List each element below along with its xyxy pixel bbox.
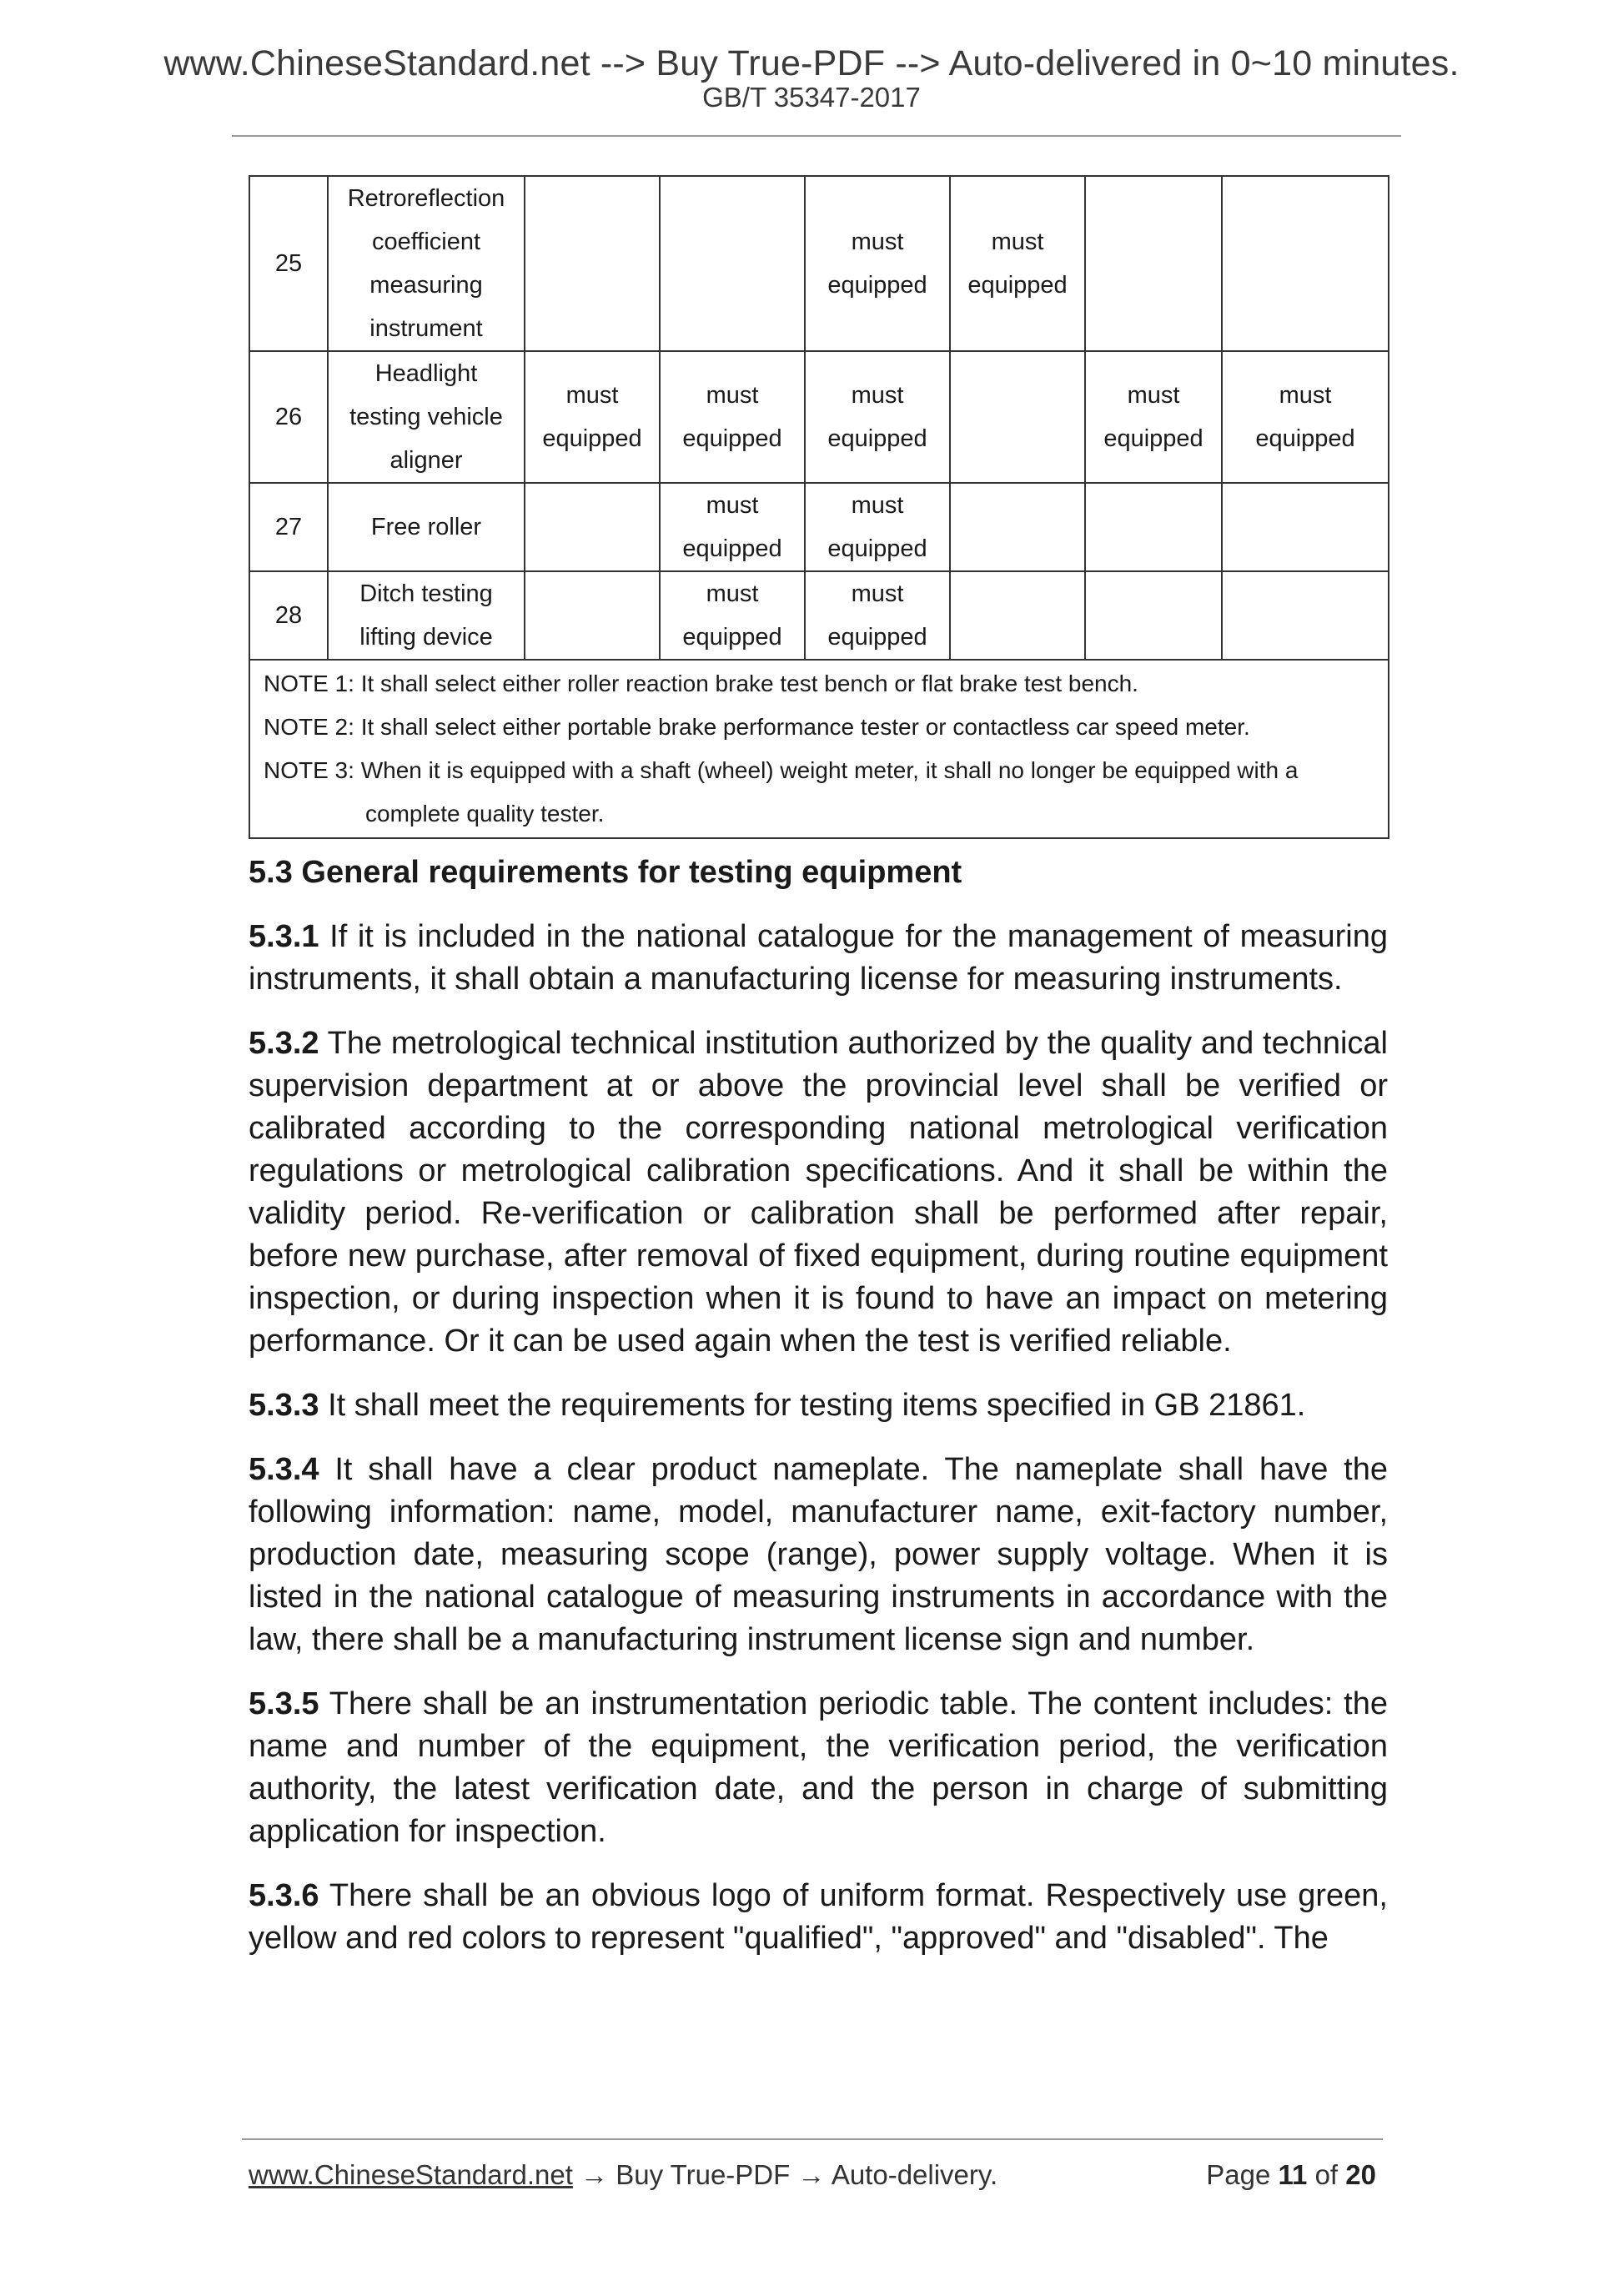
requirement-cell <box>1085 483 1222 571</box>
requirement-cell <box>525 571 660 660</box>
equipment-name-line: aligner <box>389 447 463 474</box>
clause-5-3-4 <box>249 1449 1388 1661</box>
table-note: NOTE 2: It shall select either portable brake performance tester or contactless car speed meter. <box>264 714 1250 740</box>
table-note: NOTE 1: It shall select either roller reaction brake test bench or flat brake test bench. <box>264 671 1138 696</box>
requirement-cell <box>1222 176 1389 351</box>
site-banner: www.ChineseStandard.net --> Buy True-PDF --> Auto-delivered in 0~10 minutes. <box>163 43 1460 83</box>
equipment-name-line: Headlight <box>374 360 478 387</box>
table-row <box>249 571 1389 660</box>
requirement-equipped: equipped <box>682 535 782 562</box>
requirement-must: must <box>851 580 904 607</box>
requirement-equipped: equipped <box>542 425 642 452</box>
requirement-cell <box>660 483 805 571</box>
requirement-cell <box>660 351 805 483</box>
requirement-cell <box>1085 176 1222 351</box>
requirement-cell <box>950 483 1085 571</box>
table-row <box>249 483 1389 571</box>
notes-cell <box>249 660 1389 838</box>
clause-number: 5.3.6 <box>249 1878 319 1913</box>
requirement-must: must <box>851 382 904 409</box>
requirement-equipped: equipped <box>827 624 927 651</box>
requirement-cell <box>950 176 1085 351</box>
equipment-name-line: testing vehicle <box>349 404 503 430</box>
row-number: 25 <box>249 176 328 351</box>
page-label: Page <box>1206 2159 1271 2190</box>
clause-number: 5.3.4 <box>249 1452 319 1487</box>
clause-text: There shall be an obvious logo of uniform format. Respectively use green, yellow and red colors to represent "qualified", "approved" and "disabled". The <box>249 1878 1388 1956</box>
row-number: 28 <box>249 571 328 660</box>
page-of: of <box>1314 2159 1339 2190</box>
row-number: 27 <box>249 483 328 571</box>
requirement-equipped: equipped <box>682 624 782 651</box>
table-note: NOTE 3: When it is equipped with a shaft (wheel) weight meter, it shall no longer be equipped with a <box>264 757 1299 783</box>
footer-divider <box>242 2138 1383 2140</box>
page-total: 20 <box>1345 2159 1376 2190</box>
equipment-name-line: coefficient <box>371 229 481 255</box>
equipment-name <box>328 176 525 351</box>
requirement-cell <box>1222 571 1389 660</box>
requirement-equipped: equipped <box>682 425 782 452</box>
requirement-cell <box>525 351 660 483</box>
table-row <box>249 176 1389 351</box>
footer-site-link[interactable]: www.ChineseStandard.net <box>249 2159 573 2190</box>
requirement-cell <box>950 571 1085 660</box>
equipment-name-line: lifting device <box>359 624 493 651</box>
requirement-cell <box>805 351 950 483</box>
requirement-equipped: equipped <box>827 535 927 562</box>
requirement-cell <box>805 483 950 571</box>
requirement-equipped: equipped <box>1103 425 1203 452</box>
requirement-equipped: equipped <box>827 425 927 452</box>
requirement-equipped: equipped <box>1255 425 1355 452</box>
clause-5-3-3 <box>249 1384 1388 1427</box>
clause-5-3-2 <box>249 1022 1388 1363</box>
clause-text: If it is included in the national catalogue for the management of measuring instruments, it shall obtain a manufacturing license for measuring instruments. <box>249 919 1388 997</box>
section-body <box>249 851 1388 1982</box>
equipment-name <box>328 351 525 483</box>
clause-number: 5.3.2 <box>249 1026 319 1061</box>
equipment-name-line: instrument <box>369 315 483 342</box>
requirement-cell <box>1222 351 1389 483</box>
section-heading: 5.3 General requirements for testing equipment <box>249 855 962 890</box>
requirement-cell <box>660 176 805 351</box>
clause-number: 5.3.5 <box>249 1686 319 1721</box>
requirement-equipped: equipped <box>967 272 1068 299</box>
clause-number: 5.3.3 <box>249 1388 319 1423</box>
equipment-name-line: Ditch testing <box>359 580 493 607</box>
clause-5-3-6 <box>249 1875 1388 1960</box>
clause-5-3-1 <box>249 916 1388 1001</box>
clause-text: There shall be an instrumentation periodic table. The content includes: the name and number of the equipment, the verification period, the verification authority, the latest verification date, and the person in charge of submitting application for inspection. <box>249 1686 1388 1849</box>
requirement-cell <box>1085 351 1222 483</box>
equipment-name-line: Retroreflection <box>347 185 505 212</box>
requirement-cell <box>660 571 805 660</box>
requirement-must: must <box>706 382 759 409</box>
clause-number: 5.3.1 <box>249 919 319 954</box>
row-number: 26 <box>249 351 328 483</box>
equipment-name-line: measuring <box>369 272 483 299</box>
page-current: 11 <box>1278 2159 1308 2190</box>
requirement-cell <box>525 483 660 571</box>
standard-number: GB/T 35347-2017 <box>702 82 921 113</box>
requirement-must: must <box>706 492 759 519</box>
clause-text: It shall have a clear product nameplate. The nameplate shall have the following information: name, model, manufacturer name, exit-factory number, production date, measuring scope (range), power supply voltage. When it is listed in the national catalogue of measuring instruments in accordance with the law, there shall be a manufacturing instrument license sign and number. <box>249 1452 1388 1657</box>
clause-text: It shall meet the requirements for testing items specified in GB 21861. <box>319 1388 1306 1423</box>
page-footer <box>249 2154 1376 2196</box>
requirement-must: must <box>991 229 1044 255</box>
equipment-name <box>328 483 525 571</box>
requirement-must: must <box>1279 382 1332 409</box>
requirement-must: must <box>706 580 759 607</box>
requirement-must: must <box>565 382 619 409</box>
clause-5-3-5 <box>249 1683 1388 1853</box>
requirement-cell <box>525 176 660 351</box>
page-indicator <box>1206 2154 1376 2196</box>
requirement-must: must <box>851 229 904 255</box>
equipment-table <box>249 175 1389 839</box>
requirement-must: must <box>851 492 904 519</box>
requirement-must: must <box>1127 382 1180 409</box>
requirement-equipped: equipped <box>827 272 927 299</box>
requirement-cell <box>805 571 950 660</box>
table-row <box>249 351 1389 483</box>
equipment-name <box>328 571 525 660</box>
requirement-cell <box>1222 483 1389 571</box>
requirement-cell <box>950 351 1085 483</box>
table-note: complete quality tester. <box>365 801 605 826</box>
requirement-cell <box>1085 571 1222 660</box>
footer-tagline: → Buy True-PDF → Auto-delivery. <box>572 2159 998 2190</box>
clause-text: The metrological technical institution authorized by the quality and technical supervision department at or above the provincial level shall be verified or calibrated according to the corresponding national metrological verification regulations or metrological calibration specifications. And it shall be within the validity period. Re-verification or calibration shall be performed after repair, before new purchase, after removal of fixed equipment, during routine equipment inspection, or during inspection when it is found to have an impact on metering performance. Or it can be used again when the test is verified reliable. <box>249 1026 1388 1359</box>
requirement-cell <box>805 176 950 351</box>
equipment-name-line: Free roller <box>370 514 482 540</box>
notes-row <box>249 660 1389 838</box>
header-divider <box>232 135 1401 137</box>
